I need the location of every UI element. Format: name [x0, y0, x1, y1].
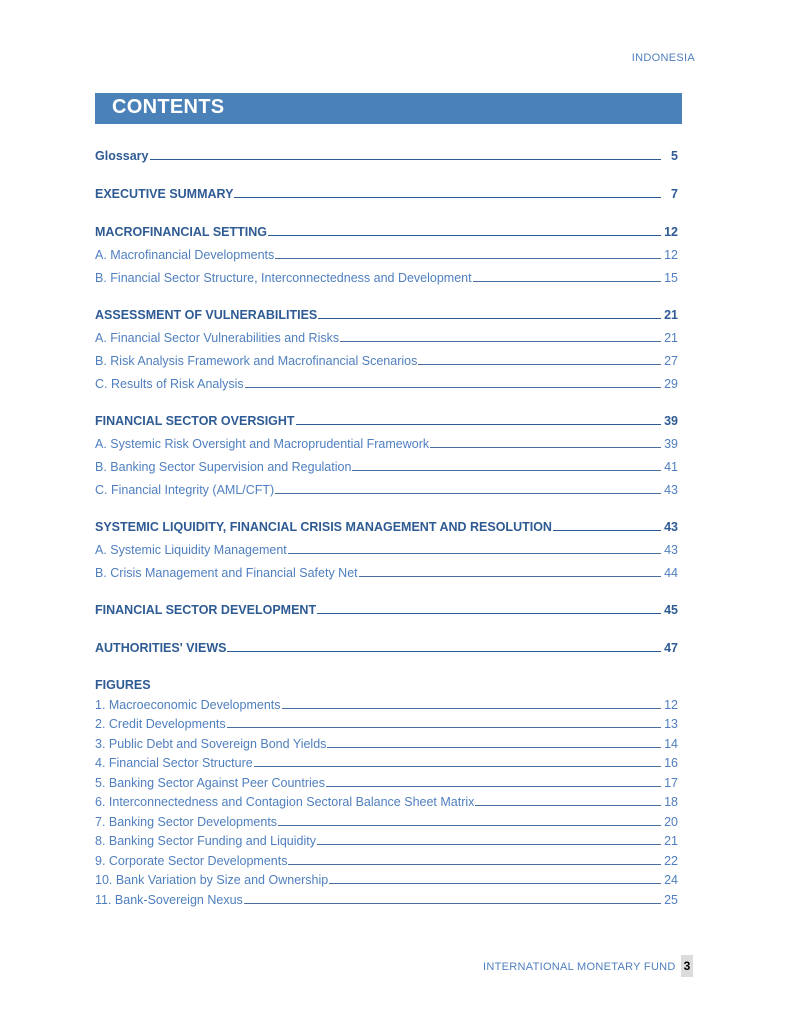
figure-list-item[interactable]	[95, 770, 678, 790]
toc-subentry[interactable]	[95, 345, 678, 368]
dot-leader	[288, 864, 661, 865]
toc-entry-page: 27	[664, 354, 678, 368]
dot-leader	[326, 786, 661, 787]
toc-entry-label: B. Risk Analysis Framework and Macrofinancial Scenarios	[95, 354, 418, 368]
figure-label: 5. Banking Sector Against Peer Countries	[95, 775, 325, 790]
figure-list-item[interactable]	[95, 868, 678, 888]
toc-entry-page: 43	[664, 520, 678, 534]
toc-entry-page: 15	[664, 271, 678, 285]
toc-subentry[interactable]	[95, 368, 678, 391]
toc-entry-label: EXECUTIVE SUMMARY	[95, 187, 234, 201]
figure-list-item[interactable]	[95, 731, 678, 751]
figure-page: 14	[664, 736, 678, 751]
toc-entry-page: 41	[664, 460, 678, 474]
dot-leader	[418, 364, 661, 365]
toc-subentry[interactable]	[95, 474, 678, 497]
toc-entry-page: 21	[664, 331, 678, 345]
toc-entry-financial-sector-oversight[interactable]	[95, 407, 678, 428]
toc-entry-page: 12	[664, 225, 678, 239]
toc-entry-page: 43	[664, 543, 678, 557]
figure-page: 25	[664, 892, 678, 907]
toc-subentry[interactable]	[95, 428, 678, 451]
toc-entry-label: ASSESSMENT OF VULNERABILITIES	[95, 308, 318, 322]
dot-leader	[329, 883, 661, 884]
figure-list-item[interactable]	[95, 809, 678, 829]
toc-entry-page: 39	[664, 437, 678, 451]
toc-entry-page: 7	[671, 187, 678, 201]
dot-leader	[296, 424, 661, 425]
toc-entry-label: B. Banking Sector Supervision and Regulation	[95, 460, 352, 474]
figures-heading: FIGURES	[95, 678, 151, 692]
figure-list-item[interactable]	[95, 790, 678, 810]
toc-subentry[interactable]	[95, 557, 678, 580]
dot-leader	[352, 470, 661, 471]
figure-label: 9. Corporate Sector Developments	[95, 853, 288, 868]
dot-leader	[318, 318, 661, 319]
toc-entry-systemic-liquidity[interactable]	[95, 513, 678, 534]
figure-page: 20	[664, 814, 678, 829]
dot-leader	[275, 493, 661, 494]
figure-list-item[interactable]	[95, 829, 678, 849]
dot-leader	[244, 903, 661, 904]
toc-entry-macrofinancial-setting[interactable]	[95, 218, 678, 239]
toc-entry-page: 5	[671, 149, 678, 163]
toc-entry-page: 45	[664, 603, 678, 617]
figure-list-item[interactable]	[95, 692, 678, 712]
toc-entry-glossary[interactable]	[95, 142, 678, 163]
figure-page: 18	[664, 795, 678, 809]
figure-label: 7. Banking Sector Developments	[95, 814, 278, 829]
dot-leader	[275, 258, 661, 259]
toc-entry-label: SYSTEMIC LIQUIDITY, FINANCIAL CRISIS MANAGEMENT AND RESOLUTION	[95, 520, 552, 534]
toc-entry-label: FINANCIAL SECTOR OVERSIGHT	[95, 414, 295, 428]
toc-entry-label: Glossary	[95, 149, 149, 163]
footer-organization: INTERNATIONAL MONETARY FUND	[483, 961, 676, 973]
figure-label: 4. Financial Sector Structure	[95, 756, 253, 770]
dot-leader	[288, 553, 661, 554]
page-number: 3	[681, 955, 693, 977]
dot-leader	[340, 341, 661, 342]
toc-entry-label: MACROFINANCIAL SETTING	[95, 225, 267, 239]
toc-entry-label: A. Systemic Liquidity Management	[95, 543, 287, 557]
toc-entry-label: B. Financial Sector Structure, Interconnectedness and Development	[95, 271, 472, 285]
toc-subentry[interactable]	[95, 262, 678, 285]
dot-leader	[245, 387, 661, 388]
figure-label: 6. Interconnectedness and Contagion Sectoral Balance Sheet Matrix	[95, 795, 475, 809]
toc-entry-label: C. Financial Integrity (AML/CFT)	[95, 483, 275, 497]
toc-entry-page: 29	[664, 377, 678, 391]
toc-subentry[interactable]	[95, 239, 678, 262]
figure-label: 1. Macroeconomic Developments	[95, 697, 281, 712]
figure-label: 11. Bank-Sovereign Nexus	[95, 892, 243, 907]
dot-leader	[234, 197, 661, 198]
toc-entry-label: A. Macrofinancial Developments	[95, 248, 275, 262]
figure-list-item[interactable]	[95, 848, 678, 868]
dot-leader	[475, 805, 661, 806]
toc-entry-authorities-views[interactable]	[95, 634, 678, 655]
figure-page: 13	[664, 717, 678, 731]
dot-leader	[278, 825, 661, 826]
toc-subentry[interactable]	[95, 322, 678, 345]
toc-entry-label: FINANCIAL SECTOR DEVELOPMENT	[95, 603, 317, 617]
dot-leader	[227, 651, 661, 652]
toc-entry-label: A. Financial Sector Vulnerabilities and Risks	[95, 331, 340, 345]
toc-entry-page: 43	[664, 483, 678, 497]
figure-label: 3. Public Debt and Sovereign Bond Yields	[95, 736, 327, 751]
dot-leader	[282, 708, 662, 709]
dot-leader	[473, 281, 661, 282]
figure-page: 16	[664, 756, 678, 770]
dot-leader	[359, 576, 661, 577]
figure-list-item[interactable]	[95, 887, 678, 907]
dot-leader	[227, 727, 661, 728]
table-of-contents	[95, 142, 678, 907]
figure-page: 24	[664, 873, 678, 887]
contents-title: CONTENTS	[112, 96, 225, 118]
figure-label: 2. Credit Developments	[95, 717, 226, 731]
running-header-country: INDONESIA	[631, 52, 695, 64]
toc-entry-assessment-of-vulnerabilities[interactable]	[95, 301, 678, 322]
toc-entry-page: 39	[664, 414, 678, 428]
toc-entry-financial-sector-development[interactable]	[95, 596, 678, 617]
figure-page: 17	[664, 775, 678, 790]
dot-leader	[254, 766, 661, 767]
toc-subentry[interactable]	[95, 534, 678, 557]
figure-label: 10. Bank Variation by Size and Ownership	[95, 873, 329, 887]
figure-page: 21	[664, 834, 678, 848]
figure-page: 22	[664, 853, 678, 868]
figure-label: 8. Banking Sector Funding and Liquidity	[95, 834, 316, 848]
toc-entry-page: 44	[664, 566, 678, 580]
toc-entry-executive-summary[interactable]	[95, 180, 678, 201]
toc-entry-page: 47	[664, 641, 678, 655]
toc-entry-label: A. Systemic Risk Oversight and Macroprudential Framework	[95, 437, 430, 451]
toc-entry-label: B. Crisis Management and Financial Safety Net	[95, 566, 358, 580]
dot-leader	[268, 235, 661, 236]
toc-entry-label: AUTHORITIES' VIEWS	[95, 641, 227, 655]
dot-leader	[430, 447, 661, 448]
dot-leader	[317, 613, 661, 614]
toc-subentry[interactable]	[95, 451, 678, 474]
dot-leader	[317, 844, 661, 845]
figure-list-item[interactable]	[95, 712, 678, 732]
contents-banner	[95, 93, 682, 124]
toc-entry-label: C. Results of Risk Analysis	[95, 377, 244, 391]
toc-entry-page: 21	[664, 308, 678, 322]
toc-entry-page: 12	[664, 248, 678, 262]
dot-leader	[150, 159, 661, 160]
dot-leader	[327, 747, 661, 748]
figure-page: 12	[664, 697, 678, 712]
figure-list-item[interactable]	[95, 751, 678, 771]
dot-leader	[553, 530, 661, 531]
